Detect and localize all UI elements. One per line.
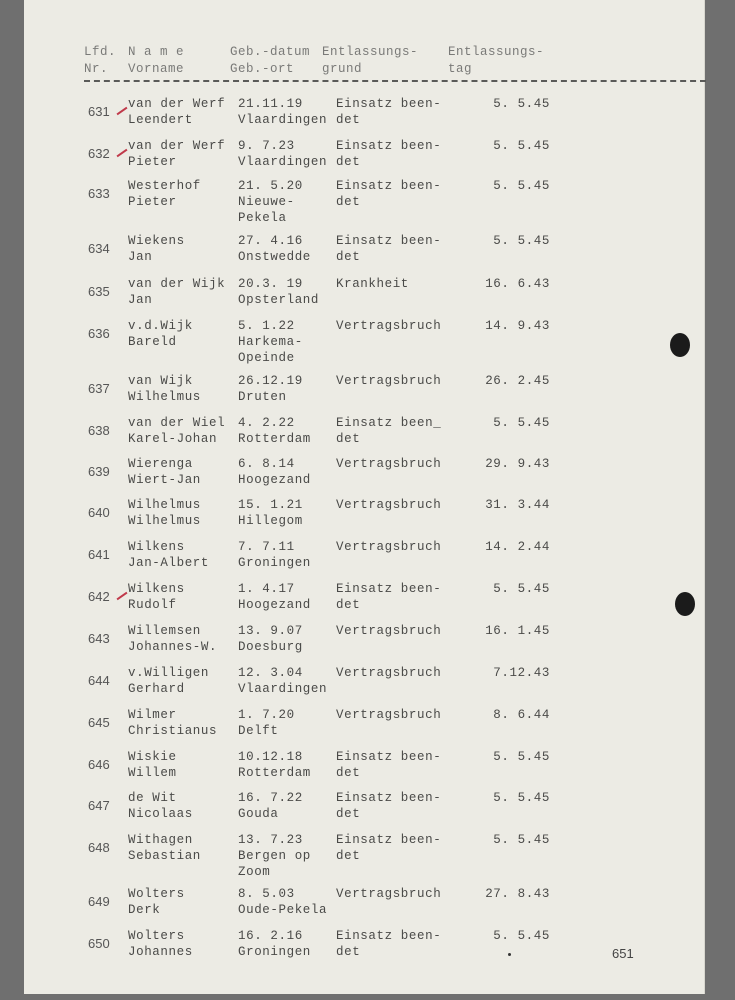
entry-reason-line: Vertragsbruch <box>336 624 442 638</box>
entry-number: 640 <box>88 505 110 520</box>
header-lfd-nr <box>84 44 116 78</box>
entry-birth-line: Zoom <box>238 865 271 879</box>
entry-name <box>128 886 185 918</box>
entry-birth <box>238 276 319 308</box>
red-check-mark <box>117 592 128 601</box>
entry-reason-line: det <box>336 766 361 780</box>
entry-name <box>128 415 225 447</box>
entry-reason <box>336 581 441 613</box>
entry-number: 643 <box>88 631 110 646</box>
entry-reason <box>336 623 441 639</box>
header-label: Entlassungs- <box>448 45 545 59</box>
entry-release-date: 26. 2.45 <box>485 374 550 388</box>
entry-birth <box>238 497 303 529</box>
entry-number: 647 <box>88 798 110 813</box>
entry-number: 638 <box>88 423 110 438</box>
entry-name-line: Wiert-Jan <box>128 473 201 487</box>
entry-name <box>128 276 225 308</box>
entry-release-date: 5. 5.45 <box>493 750 550 764</box>
entry-release-date: 29. 9.43 <box>485 457 550 471</box>
entry-name-line: van der Werf <box>128 97 226 111</box>
entry-birth-line: 12. 3.04 <box>238 666 303 680</box>
entry-birth-line: Groningen <box>238 945 311 959</box>
entry-reason <box>336 233 441 265</box>
entry-name <box>128 665 209 697</box>
entry-birth-line: Groningen <box>238 556 311 570</box>
entry-birth <box>238 96 327 128</box>
entry-number: 636 <box>88 326 110 341</box>
entry-birth-line: Druten <box>238 390 287 404</box>
entry-row <box>24 138 704 178</box>
entry-reason-line: Einsatz been- <box>336 97 442 111</box>
entry-name <box>128 138 225 170</box>
entry-name <box>128 456 201 488</box>
entry-reason <box>336 665 441 681</box>
entry-reason-line: det <box>336 195 361 209</box>
entry-row <box>24 581 704 621</box>
entry-reason-line: Vertragsbruch <box>336 319 442 333</box>
entry-name-line: Derk <box>128 903 161 917</box>
entry-birth-line: Rotterdam <box>238 766 311 780</box>
entry-reason-line: Krankheit <box>336 277 409 291</box>
entry-birth-line: 4. 2.22 <box>238 416 295 430</box>
entry-number: 650 <box>88 936 110 951</box>
entry-row <box>24 886 704 926</box>
entry-reason-line: Vertragsbruch <box>336 374 442 388</box>
entry-reason <box>336 539 441 555</box>
entry-birth-line: 16. 2.16 <box>238 929 303 943</box>
entry-number: 642 <box>88 589 110 604</box>
entry-row <box>24 178 704 225</box>
entry-name <box>128 928 193 960</box>
entry-reason <box>336 96 441 128</box>
entry-reason <box>336 138 441 170</box>
entry-birth-line: 15. 1.21 <box>238 498 303 512</box>
entry-release-date: 27. 8.43 <box>485 887 550 901</box>
entry-name-line: Jan <box>128 293 153 307</box>
header-label: grund <box>322 62 363 76</box>
entry-birth <box>238 790 303 822</box>
entry-name <box>128 707 217 739</box>
header-birth <box>230 44 310 78</box>
entry-row <box>24 233 704 273</box>
entry-birth-line: 21. 5.20 <box>238 179 303 193</box>
entry-birth-line: 13. 7.23 <box>238 833 303 847</box>
entry-name-line: Westerhof <box>128 179 201 193</box>
entry-row <box>24 623 704 663</box>
entry-birth-line: 9. 7.23 <box>238 139 295 153</box>
entry-birth-line: 5. 1.22 <box>238 319 295 333</box>
entry-release-date: 16. 1.45 <box>485 624 550 638</box>
entry-birth-line: Hoogezand <box>238 473 311 487</box>
entry-birth <box>238 749 311 781</box>
entry-release-date: 5. 5.45 <box>493 791 550 805</box>
entry-name-line: Gerhard <box>128 682 185 696</box>
entry-birth <box>238 928 311 960</box>
entry-row <box>24 790 704 830</box>
entry-birth <box>238 178 303 226</box>
entry-birth-line: Vlaardingen <box>238 155 328 169</box>
entry-release-date: 16. 6.43 <box>485 277 550 291</box>
entry-name-line: Pieter <box>128 155 177 169</box>
entry-release-date: 5. 5.45 <box>493 139 550 153</box>
entry-name-line: Withagen <box>128 833 193 847</box>
entry-name-line: Wierenga <box>128 457 193 471</box>
entry-name-line: Wiekens <box>128 234 185 248</box>
entry-name-line: van der Werf <box>128 139 226 153</box>
entry-reason-line: Vertragsbruch <box>336 498 442 512</box>
entry-name-line: Pieter <box>128 195 177 209</box>
entry-name-line: Nicolaas <box>128 807 193 821</box>
entry-row <box>24 497 704 537</box>
entry-birth-line: 21.11.19 <box>238 97 303 111</box>
entry-number: 635 <box>88 284 110 299</box>
entry-reason-line: Einsatz been_ <box>336 416 442 430</box>
entry-birth <box>238 415 311 447</box>
entry-name <box>128 233 185 265</box>
entry-reason-line: Einsatz been- <box>336 234 442 248</box>
entry-reason <box>336 928 441 960</box>
entry-reason <box>336 373 441 389</box>
entry-name <box>128 623 217 655</box>
entry-birth-line: 10.12.18 <box>238 750 303 764</box>
entry-birth <box>238 138 327 170</box>
entry-birth <box>238 707 295 739</box>
entry-name-line: Wilkens <box>128 582 185 596</box>
entry-reason-line: det <box>336 113 361 127</box>
header-label: N a m e <box>128 45 185 59</box>
entry-birth <box>238 373 303 405</box>
entry-row <box>24 96 704 136</box>
entry-row <box>24 456 704 496</box>
entry-row <box>24 415 704 455</box>
entry-name-line: Jan-Albert <box>128 556 210 570</box>
entry-birth-line: 1. 7.20 <box>238 708 295 722</box>
entry-number: 639 <box>88 464 110 479</box>
entry-row <box>24 707 704 747</box>
entry-name-line: v.Willigen <box>128 666 210 680</box>
entry-birth-line: Gouda <box>238 807 279 821</box>
entry-name <box>128 373 201 405</box>
entry-birth-line: 26.12.19 <box>238 374 303 388</box>
entry-birth-line: Vlaardingen <box>238 682 328 696</box>
entry-reason <box>336 790 441 822</box>
entry-release-date: 5. 5.45 <box>493 234 550 248</box>
entry-number: 637 <box>88 381 110 396</box>
entry-name <box>128 539 209 571</box>
entry-name-line: Christianus <box>128 724 218 738</box>
header-label: Geb.-ort <box>230 62 295 76</box>
entry-name-line: van der Wiel <box>128 416 226 430</box>
entry-birth-line: Opeinde <box>238 351 295 365</box>
entry-name-line: Johannes-W. <box>128 640 218 654</box>
entry-birth-line: Doesburg <box>238 640 303 654</box>
entry-name-line: van der Wijk <box>128 277 226 291</box>
entry-reason-line: Einsatz been- <box>336 582 442 596</box>
entry-birth-line: Hoogezand <box>238 598 311 612</box>
entry-name-line: Wilhelmus <box>128 498 201 512</box>
header-label: Geb.-datum <box>230 45 311 59</box>
entry-name-line: Leendert <box>128 113 193 127</box>
entry-reason-line: Einsatz been- <box>336 139 442 153</box>
document-page <box>24 0 705 994</box>
entry-name-line: Bareld <box>128 335 177 349</box>
entry-number: 648 <box>88 840 110 855</box>
entry-birth-line: Nieuwe- <box>238 195 295 209</box>
entry-release-date: 7.12.43 <box>493 666 550 680</box>
entry-name-line: Wolters <box>128 929 185 943</box>
entry-birth <box>238 832 311 880</box>
entry-name <box>128 96 225 128</box>
entry-birth-line: Oude-Pekela <box>238 903 328 917</box>
entry-name-line: Wilkens <box>128 540 185 554</box>
entry-reason-line: det <box>336 250 361 264</box>
entry-name <box>128 497 201 529</box>
entry-reason <box>336 707 441 723</box>
entry-name-line: Willemsen <box>128 624 201 638</box>
entry-name-line: Wilmer <box>128 708 177 722</box>
entry-name <box>128 790 193 822</box>
entry-number: 633 <box>88 186 110 201</box>
entry-reason-line: Vertragsbruch <box>336 457 442 471</box>
entry-release-date: 14. 9.43 <box>485 319 550 333</box>
header-reason <box>322 44 418 78</box>
entry-reason <box>336 276 409 292</box>
entry-birth <box>238 623 303 655</box>
entry-release-date: 14. 2.44 <box>485 540 550 554</box>
entry-name <box>128 178 201 210</box>
entry-reason-line: Vertragsbruch <box>336 540 442 554</box>
entry-birth-line: Vlaardingen <box>238 113 328 127</box>
entry-reason-line: Einsatz been- <box>336 833 442 847</box>
entry-name-line: van Wijk <box>128 374 193 388</box>
entry-reason <box>336 832 441 864</box>
entry-reason-line: det <box>336 849 361 863</box>
entry-birth <box>238 665 327 697</box>
header-date <box>448 44 544 78</box>
entry-birth <box>238 318 303 366</box>
header-label: Vorname <box>128 62 185 76</box>
entry-name-line: Sebastian <box>128 849 201 863</box>
entry-name-line: Rudolf <box>128 598 177 612</box>
entry-release-date: 5. 5.45 <box>493 833 550 847</box>
entry-birth-line: Delft <box>238 724 279 738</box>
entry-birth-line: Rotterdam <box>238 432 311 446</box>
entry-birth-line: 16. 7.22 <box>238 791 303 805</box>
entry-name <box>128 749 177 781</box>
entry-release-date: 8. 6.44 <box>493 708 550 722</box>
entry-reason-line: det <box>336 945 361 959</box>
entry-name-line: Willem <box>128 766 177 780</box>
entry-number: 644 <box>88 673 110 688</box>
entry-reason <box>336 456 441 472</box>
entry-name-line: Wolters <box>128 887 185 901</box>
entry-row <box>24 665 704 705</box>
entry-reason-line: det <box>336 155 361 169</box>
entry-row <box>24 318 704 365</box>
entry-number: 634 <box>88 241 110 256</box>
entry-row <box>24 928 704 968</box>
header-label: Lfd. <box>84 45 117 59</box>
entry-reason <box>336 497 441 513</box>
red-check-mark <box>117 149 128 158</box>
entry-birth-line: Hillegom <box>238 514 303 528</box>
entry-number: 632 <box>88 146 110 161</box>
entry-reason-line: det <box>336 598 361 612</box>
entry-reason <box>336 749 441 781</box>
page-number: 651 <box>612 946 634 961</box>
entry-release-date: 5. 5.45 <box>493 929 550 943</box>
entry-reason <box>336 415 441 447</box>
entry-number: 631 <box>88 104 110 119</box>
entry-row <box>24 276 704 316</box>
entry-name-line: Wilhelmus <box>128 390 201 404</box>
entry-row <box>24 832 704 879</box>
entry-reason <box>336 178 441 210</box>
entry-reason-line: Vertragsbruch <box>336 666 442 680</box>
entry-reason-line: Vertragsbruch <box>336 887 442 901</box>
entry-birth-line: Onstwedde <box>238 250 311 264</box>
entry-reason <box>336 886 441 902</box>
header-label: tag <box>448 62 473 76</box>
entry-release-date: 5. 5.45 <box>493 416 550 430</box>
entry-reason-line: det <box>336 432 361 446</box>
entry-birth <box>238 886 327 918</box>
header-divider <box>84 80 706 82</box>
entry-birth <box>238 233 311 265</box>
entry-number: 646 <box>88 757 110 772</box>
entry-release-date: 5. 5.45 <box>493 582 550 596</box>
entry-reason-line: Einsatz been- <box>336 750 442 764</box>
entry-row <box>24 373 704 413</box>
entry-name <box>128 832 201 864</box>
entry-birth-line: Bergen op <box>238 849 311 863</box>
entry-row <box>24 749 704 789</box>
entry-birth-line: 8. 5.03 <box>238 887 295 901</box>
red-check-mark <box>117 107 128 116</box>
entry-birth-line: 1. 4.17 <box>238 582 295 596</box>
entry-birth-line: 13. 9.07 <box>238 624 303 638</box>
entry-reason-line: Einsatz been- <box>336 929 442 943</box>
entry-reason-line: Einsatz been- <box>336 179 442 193</box>
entry-release-date: 5. 5.45 <box>493 97 550 111</box>
entry-birth-line: Harkema- <box>238 335 303 349</box>
entry-number: 649 <box>88 894 110 909</box>
ink-dot <box>508 953 511 956</box>
entry-reason-line: det <box>336 807 361 821</box>
entry-release-date: 31. 3.44 <box>485 498 550 512</box>
entry-row <box>24 539 704 579</box>
entry-birth-line: 20.3. 19 <box>238 277 303 291</box>
entry-reason <box>336 318 441 334</box>
entry-birth-line: 27. 4.16 <box>238 234 303 248</box>
entry-name <box>128 581 185 613</box>
entry-birth <box>238 456 311 488</box>
entry-name-line: Wilhelmus <box>128 514 201 528</box>
entry-name-line: de Wit <box>128 791 177 805</box>
entry-name-line: Jan <box>128 250 153 264</box>
entry-birth-line: 7. 7.11 <box>238 540 295 554</box>
header-label: Entlassungs- <box>322 45 419 59</box>
entry-birth-line: Opsterland <box>238 293 320 307</box>
entry-name <box>128 318 193 350</box>
entry-name-line: v.d.Wijk <box>128 319 193 333</box>
header-name <box>128 44 184 78</box>
entry-name-line: Johannes <box>128 945 193 959</box>
entry-release-date: 5. 5.45 <box>493 179 550 193</box>
entry-birth-line: Pekela <box>238 211 287 225</box>
entry-name-line: Karel-Johan <box>128 432 218 446</box>
header-label: Nr. <box>84 62 109 76</box>
entry-birth <box>238 539 311 571</box>
entry-birth-line: 6. 8.14 <box>238 457 295 471</box>
entry-birth <box>238 581 311 613</box>
entry-number: 645 <box>88 715 110 730</box>
entry-name-line: Wiskie <box>128 750 177 764</box>
entry-reason-line: Vertragsbruch <box>336 708 442 722</box>
entry-number: 641 <box>88 547 110 562</box>
entry-reason-line: Einsatz been- <box>336 791 442 805</box>
